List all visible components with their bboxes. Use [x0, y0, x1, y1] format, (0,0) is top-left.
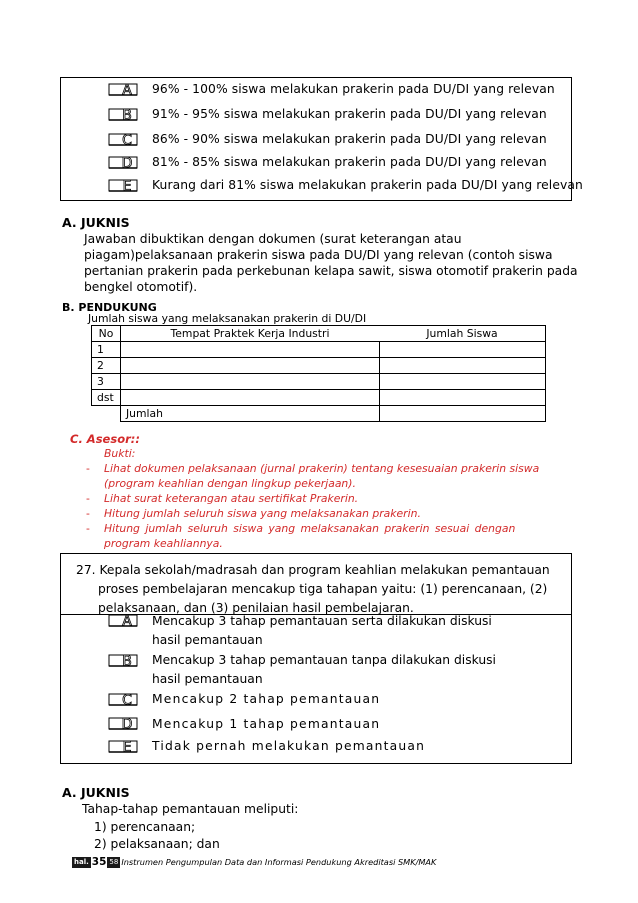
row-no: 3 [92, 374, 121, 390]
option-c-icon [108, 133, 140, 147]
q26-option-a-text: 96% - 100% siswa melakukan prakerin pada DU/DI yang relevan [152, 82, 555, 96]
q27-question-line-3: pelaksanaan, dan (3) penilaian hasil pembelajaran. [98, 601, 414, 615]
table-header-row [92, 326, 546, 342]
q26-juknis-title: A. JUKNIS [62, 215, 130, 230]
table-total-row [92, 406, 546, 422]
q26-juknis-line-2: piagam)pelaksanaan prakerin siswa pada DU/DI yang relevan (contoh siswa [84, 248, 553, 262]
q26-option-e-text: Kurang dari 81% siswa melakukan prakerin pada DU/DI yang relevan [152, 178, 583, 192]
q26-juknis-line-4: bengkel otomotif). [84, 280, 198, 294]
footer-hal: hal. [74, 857, 89, 866]
row-no: 1 [92, 342, 121, 358]
total-label: Jumlah [121, 406, 380, 422]
row-jumlah [379, 342, 546, 358]
col-header-no: No [92, 326, 121, 342]
asesor-dash-1: - [86, 462, 90, 475]
footer-total-pages: 58 [109, 857, 119, 866]
q27-option-a-text: Mencakup 3 tahap pemantauan serta dilakukan diskusi hasil pemantauan [152, 614, 492, 647]
option-d-icon [108, 717, 140, 731]
option-c-icon [108, 693, 140, 707]
row-tempat [121, 358, 380, 374]
asesor-item-3: Hitung jumlah seluruh siswa yang melaksanakan prakerin. [104, 507, 421, 520]
q27-option-c-text: Mencakup 2 tahap pemantauan [152, 692, 381, 706]
row-no: dst [92, 390, 121, 406]
table-row [92, 390, 546, 406]
footer [72, 856, 436, 868]
row-tempat [121, 374, 380, 390]
asesor-dash-2: - [86, 492, 90, 505]
q27-juknis-item-1: 1) perencanaan; [94, 820, 196, 834]
q27-option-b-text: Mencakup 3 tahap pemantauan tanpa dilakukan diskusi hasil pemantauan [152, 653, 496, 686]
option-b-icon [108, 108, 140, 122]
svg-text:D: D [121, 717, 133, 731]
q27-question-line-2: proses pembelajaran mencakup tiga tahapan yaitu: (1) perencanaan, (2) [98, 582, 548, 596]
q26-option-d-text: 81% - 85% siswa melakukan prakerin pada DU/DI yang relevan [152, 155, 547, 169]
q27-option-d-text: Mencakup 1 tahap pemantauan [152, 717, 381, 731]
asesor-dash-4: - [86, 522, 90, 535]
option-d-icon [108, 156, 140, 170]
option-b-icon [108, 654, 140, 668]
col-header-jumlah-siswa: Jumlah Siswa [379, 326, 546, 342]
svg-text:B: B [122, 108, 132, 122]
q27-option-e-text: Tidak pernah melakukan pemantauan [152, 739, 426, 753]
asesor-bukti: Bukti: [104, 447, 136, 460]
q26-option-b-text: 91% - 95% siswa melakukan prakerin pada DU/DI yang relevan [152, 107, 547, 121]
table-row [92, 342, 546, 358]
asesor-item-4-line-2: program keahliannya. [104, 537, 223, 550]
q26-option-c-text: 86% - 90% siswa melakukan prakerin pada DU/DI yang relevan [152, 132, 547, 146]
row-jumlah [379, 358, 546, 374]
total-value [379, 406, 546, 422]
option-a-icon [108, 83, 140, 97]
q26-juknis-line-3: pertanian prakerin pada perkebunan kelapa sawit, siswa otomotif prakerin pada [84, 264, 578, 278]
pendukung-table [91, 325, 546, 422]
row-tempat [121, 342, 380, 358]
svg-text:C: C [122, 693, 132, 707]
svg-text:A: A [122, 614, 132, 628]
q26-juknis-line-1: Jawaban dibuktikan dengan dokumen (surat keterangan atau [84, 232, 462, 246]
footer-page-number: 35 [91, 856, 107, 868]
asesor-item-2: Lihat surat keterangan atau sertifikat Prakerin. [104, 492, 359, 505]
svg-text:B: B [122, 654, 132, 668]
row-no: 2 [92, 358, 121, 374]
row-jumlah [379, 390, 546, 406]
table-row [92, 374, 546, 390]
footer-text: Instrumen Pengumpulan Data dan Informasi Pendukung Akreditasi SMK/MAK [121, 857, 437, 867]
col-header-tempat: Tempat Praktek Kerja Industri [121, 326, 380, 342]
q27-juknis-title: A. JUKNIS [62, 785, 130, 800]
row-jumlah [379, 374, 546, 390]
svg-text:C: C [122, 133, 132, 147]
q27-question-line-1: 27. Kepala sekolah/madrasah dan program keahlian melakukan pemantauan [76, 563, 550, 577]
row-tempat [121, 390, 380, 406]
total-empty-cell [92, 406, 121, 422]
asesor-dash-3: - [86, 507, 90, 520]
asesor-item-1-line-2: (program keahlian dengan lingkup pekerjaan). [104, 477, 356, 490]
table-row [92, 358, 546, 374]
q27-juknis-intro: Tahap-tahap pemantauan meliputi: [82, 802, 299, 816]
svg-text:D: D [121, 156, 133, 170]
svg-text:E: E [122, 179, 132, 193]
q26-pendukung-caption: Jumlah siswa yang melaksanakan prakerin di DU/DI [88, 312, 367, 325]
option-e-icon [108, 740, 140, 754]
svg-text:A: A [122, 83, 132, 97]
svg-text:E: E [122, 740, 132, 754]
q27-juknis-item-2: 2) pelaksanaan; dan [94, 837, 220, 851]
asesor-item-1-line-1: Lihat dokumen pelaksanaan (jurnal prakerin) tentang kesesuaian prakerin siswa [104, 462, 540, 475]
option-e-icon [108, 179, 140, 193]
asesor-title: C. Asesor:: [70, 432, 140, 446]
q26-pendukung-title: B. PENDUKUNG [62, 301, 157, 314]
asesor-item-4-line-1: Hitung jumlah seluruh siswa yang melaksanakan prakerin sesuai dengan [104, 522, 516, 535]
option-a-icon [108, 614, 140, 628]
